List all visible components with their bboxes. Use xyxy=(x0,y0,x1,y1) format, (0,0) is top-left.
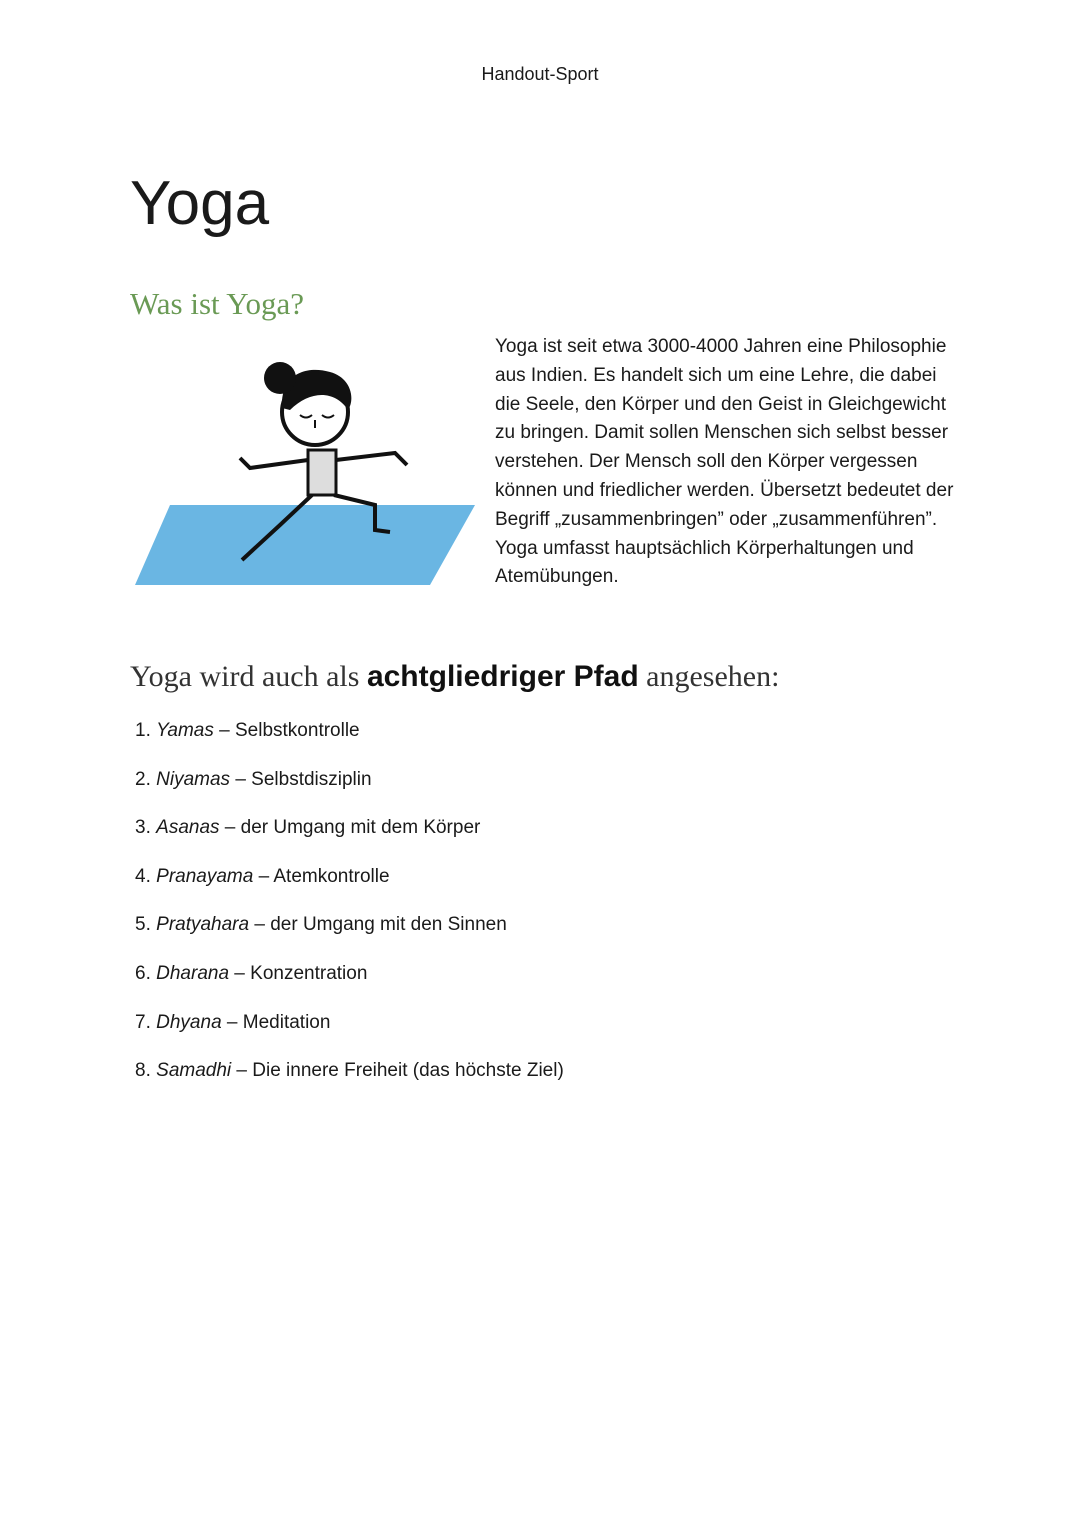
list-item: 1. Yamas – Selbstkontrolle xyxy=(135,720,360,741)
page-title: Yoga xyxy=(130,169,270,238)
list-item: 3. Asanas – der Umgang mit dem Körper xyxy=(135,817,481,839)
eightfold-path-list xyxy=(135,720,564,1109)
list-item: 8. Samadhi – Die innere Freiheit (das höchste Ziel) xyxy=(135,1060,564,1082)
list-item: 7. Dhyana – Meditation xyxy=(135,1011,331,1033)
list-item: 6. Dharana – Konzentration xyxy=(135,962,368,984)
intro-paragraph: Yoga ist seit etwa 3000-4000 Jahren eine Philosophie aus Indien. Es handelt sich um eine Lehre, die dabei die Seele, den Körper und den Geist in Gleichgewicht zu bringen. Damit sollen Menschen sich selbst besser verstehen. Der Mensch soll den Körper vergessen können und friedlicher werden. Übersetzt bedeutet der Begriff „zusammenbringen” oder „zusammenführen”. Yoga umfasst hauptsächlich Körperhaltungen und Atemübungen. xyxy=(495,336,954,588)
list-item: 4. Pranayama – Atemkontrolle xyxy=(135,865,390,887)
list-item: 2. Niyamas – Selbstdisziplin xyxy=(135,768,372,790)
list-item: 5. Pratyahara – der Umgang mit den Sinnen xyxy=(135,914,507,936)
heading-text-end: angesehen: xyxy=(638,660,780,693)
heading-bold-text: achtgliedriger Pfad xyxy=(366,660,639,693)
eightfold-path-heading xyxy=(130,660,779,694)
heading-text: Yoga wird auch als xyxy=(130,660,367,693)
yoga-illustration xyxy=(130,350,480,595)
section-subtitle: Was ist Yoga? xyxy=(130,286,305,321)
page-header: Handout-Sport xyxy=(481,64,599,84)
yoga-mat xyxy=(135,505,475,585)
